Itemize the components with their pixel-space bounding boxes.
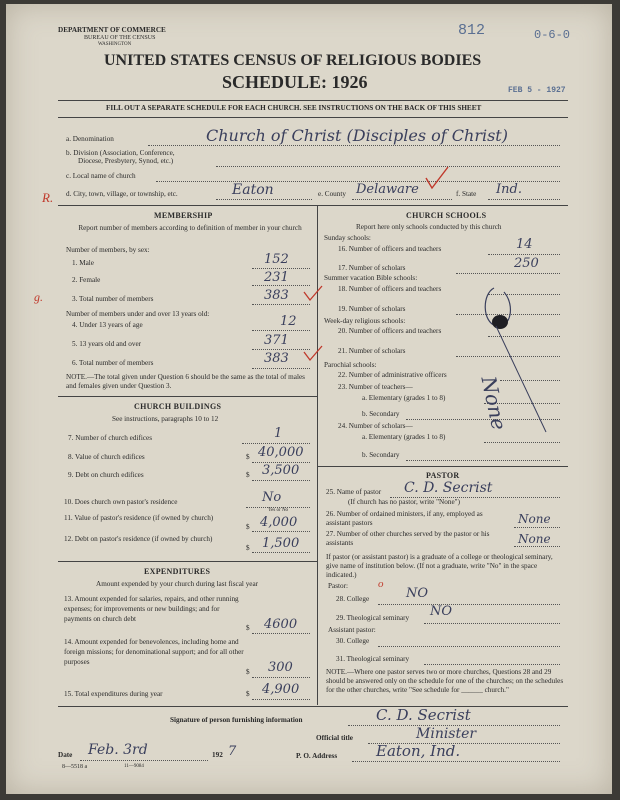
seminary-value[interactable]: NO	[430, 604, 453, 619]
college-value[interactable]: NO	[406, 586, 429, 601]
signature-label: Signature of person furnishing information	[170, 716, 303, 724]
red-pencil-mark: R.	[42, 190, 54, 205]
po-address-value[interactable]: Eaton, Ind.	[376, 742, 461, 760]
official-title-value[interactable]: Minister	[416, 726, 477, 742]
scholars-secondary-line	[406, 460, 560, 461]
sunday-scholars-value[interactable]: 250	[514, 256, 539, 271]
pastor-heading: PASTOR	[426, 471, 460, 480]
college-label: 28. College	[336, 595, 370, 603]
column-divider	[317, 205, 318, 705]
residence-debt-label: 12. Debt on pastor's residence (if owned by church)	[64, 535, 213, 543]
assistant-college-label: 30. College	[336, 637, 370, 645]
city-town-label: d. City, town, village, or township, etc.	[66, 190, 178, 198]
pastor-name-label: 25. Name of pastor	[326, 488, 382, 496]
other-churches-value[interactable]: None	[518, 532, 551, 546]
membership-intro: Report number of members according to definition of member in your church	[78, 224, 302, 232]
total-members-label: 3. Total number of members	[72, 295, 154, 303]
county-line	[352, 199, 452, 200]
parochial-admin-label: 22. Number of administrative officers	[338, 371, 447, 379]
running-expenses-label: 13. Amount expended for salaries, repairs, and other running expenses; for improvements or new buildings; and for payments on church debt	[64, 595, 239, 623]
under-13-label: 4. Under 13 years of age	[72, 321, 143, 329]
teachers-secondary-label: b. Secondary	[362, 410, 400, 418]
owns-residence-value[interactable]: No	[262, 490, 282, 505]
age-intro-label: Number of members under and over 13 years old:	[66, 310, 210, 318]
owns-residence-label: 10. Does church own pastor's residence	[64, 498, 178, 506]
red-check-icon	[422, 164, 452, 194]
assistant-seminary-label: 31. Theological seminary	[336, 655, 410, 663]
buildings-rule	[58, 396, 317, 397]
sunday-schools-label: Sunday schools:	[324, 234, 371, 242]
over-13-label: 5. 13 years old and over	[72, 340, 142, 348]
dollar-sign: $	[246, 624, 250, 632]
total-expenditures-line	[252, 699, 310, 700]
none-scribble-line	[476, 282, 566, 452]
total-members-line	[252, 304, 310, 305]
residence-debt-value[interactable]: 1,500	[262, 536, 300, 551]
year-suffix[interactable]: 7	[228, 744, 237, 759]
under-13-value[interactable]: 12	[280, 314, 297, 329]
edifice-value-value[interactable]: 40,000	[258, 445, 304, 460]
assistant-seminary-line	[424, 664, 560, 665]
state-value[interactable]: Ind.	[496, 182, 522, 197]
schools-intro: Report here only schools conducted by this church	[356, 223, 502, 231]
local-name-label: c. Local name of church	[66, 172, 136, 180]
residence-value-line	[252, 531, 310, 532]
city-town-line	[216, 199, 312, 200]
received-stamp: FEB 5 - 1927	[508, 86, 566, 95]
summer-scholars-label: 19. Number of scholars	[338, 305, 406, 313]
benevolences-label: 14. Amount expended for benevolences, including home and foreign missions; for denominational support; and for all other purposes	[64, 638, 244, 666]
county-value[interactable]: Delaware	[356, 182, 419, 197]
sunday-officers-label: 16. Number of officers and teachers	[338, 245, 442, 253]
stamp-code: 0-6-0	[534, 28, 571, 42]
header-rule-bottom	[58, 117, 568, 118]
pastor-name-hint: (If church has no pastor, write "None")	[348, 498, 460, 506]
separate-schedule-instruction: FILL OUT A SEPARATE SCHEDULE FOR EACH CHURCH. SEE INSTRUCTIONS ON THE BACK OF THIS SHEET	[106, 104, 482, 112]
pastor-rule	[317, 466, 568, 467]
church-edifices-label: 7. Number of church edifices	[68, 434, 153, 442]
parochial-teachers-label: 23. Number of teachers—	[338, 383, 413, 391]
bureau-label: BUREAU OF THE CENSUS	[84, 35, 156, 41]
church-edifices-value[interactable]: 1	[274, 426, 283, 441]
running-expenses-value[interactable]: 4600	[264, 617, 298, 632]
red-pencil-mark-2: g.	[34, 290, 43, 304]
total-expenditures-label: 15. Total expenditures during year	[64, 690, 163, 698]
red-pencil-mark-3: o	[378, 578, 384, 590]
other-churches-label: 27. Number of other churches served by the pastor or his assistants	[326, 530, 490, 547]
seminary-line	[424, 623, 560, 624]
red-check-icon	[302, 342, 324, 364]
total-members-age-label: 6. Total number of members	[72, 359, 154, 367]
year-prefix: 192	[212, 751, 223, 759]
division-line	[216, 166, 560, 167]
edifice-value-label: 8. Value of church edifices	[68, 453, 145, 461]
county-label: e. County	[318, 190, 346, 198]
date-label: Date	[58, 751, 73, 759]
college-line	[378, 604, 560, 605]
dollar-sign: $	[246, 453, 250, 461]
red-check-icon	[302, 282, 324, 304]
dollar-sign: $	[246, 523, 250, 531]
sunday-officers-value[interactable]: 14	[516, 237, 533, 252]
assistant-pastors-line	[514, 527, 560, 528]
dollar-sign: $	[246, 544, 250, 552]
division-label-2: Diocese, Presbytery, Synod, etc.)	[78, 157, 174, 165]
scholars-secondary-label: b. Secondary	[362, 451, 400, 459]
parochial-scholars-label: 24. Number of scholars—	[338, 422, 413, 430]
parochial-schools-label: Parochial schools:	[324, 361, 377, 369]
benevolences-line	[252, 677, 310, 678]
yes-no-hint: Yes or No	[268, 508, 289, 513]
graduate-note: If pastor (or assistant pastor) is a graduate of a college or theological seminary, give name of institution below. (If not a graduate, write "No" in the space indicated.)	[326, 553, 553, 579]
schedule-title: SCHEDULE: 1926	[222, 72, 368, 92]
membership-note: NOTE.—The total given under Question 6 should be the same as the total of males and females given under Question 3.	[66, 373, 305, 390]
over-13-value[interactable]: 371	[264, 333, 289, 348]
sunday-officers-line	[488, 254, 560, 255]
denomination-line	[148, 145, 560, 146]
edifice-debt-label: 9. Debt on church edifices	[68, 471, 144, 479]
summer-officers-label: 18. Number of officers and teachers	[338, 285, 442, 293]
total-members-value[interactable]: 383	[264, 288, 289, 303]
assistant-pastors-label: 26. Number of ordained ministers, if any, employed as assistant pastors	[326, 510, 483, 527]
print-code: 11—9084	[124, 764, 144, 769]
weekday-schools-label: Week-day religious schools:	[324, 317, 406, 325]
under-13-line	[252, 330, 310, 331]
stamp-number: 812	[458, 22, 486, 39]
expenditures-rule	[58, 561, 317, 562]
sunday-scholars-label: 17. Number of scholars	[338, 264, 406, 272]
summer-schools-label: Summer vacation Bible schools:	[324, 274, 418, 282]
po-address-line	[352, 761, 560, 762]
dollar-sign: $	[246, 690, 250, 698]
date-value[interactable]: Feb. 3rd	[88, 742, 148, 758]
assistant-pastors-value[interactable]: None	[518, 512, 551, 526]
footer-rule	[58, 706, 568, 707]
residence-value-label: 11. Value of pastor's residence (if owned by church)	[64, 514, 214, 522]
po-address-label: P. O. Address	[296, 752, 338, 760]
benevolences-value[interactable]: 300	[268, 660, 293, 675]
city-town-value[interactable]: Eaton	[232, 182, 274, 198]
state-line	[488, 199, 560, 200]
signature-value[interactable]: C. D. Secrist	[376, 706, 471, 724]
residence-debt-line	[252, 552, 310, 553]
department-label: DEPARTMENT OF COMMERCE	[58, 26, 166, 34]
none-handwritten-mark: None	[476, 374, 512, 433]
form-title: UNITED STATES CENSUS OF RELIGIOUS BODIES	[104, 52, 482, 69]
assistant-college-line	[378, 646, 560, 647]
members-by-sex-label: Number of members, by sex:	[66, 246, 150, 254]
edifice-debt-line	[252, 480, 310, 481]
weekday-scholars-label: 21. Number of scholars	[338, 347, 406, 355]
male-value[interactable]: 152	[264, 252, 289, 267]
total-expenditures-value[interactable]: 4,900	[262, 682, 300, 697]
seminary-label: 29. Theological seminary	[336, 614, 410, 622]
pastor-name-value[interactable]: C. D. Secrist	[404, 480, 493, 496]
buildings-heading: CHURCH BUILDINGS	[134, 402, 222, 411]
weekday-officers-label: 20. Number of officers and teachers	[338, 327, 442, 335]
buildings-intro: See instructions, paragraphs 10 to 12	[112, 415, 219, 423]
assistant-pastor-subheading: Assistant pastor:	[328, 626, 376, 634]
running-expenses-line	[252, 633, 310, 634]
dollar-sign: $	[246, 668, 250, 676]
sunday-scholars-line	[456, 273, 560, 274]
pastor-subheading: Pastor:	[328, 582, 348, 590]
columns-top-rule	[58, 205, 568, 206]
total-members-age-value[interactable]: 383	[264, 351, 289, 366]
division-label: b. Division (Association, Conference,	[66, 149, 175, 157]
city-label: WASHINGTON	[98, 42, 132, 47]
denomination-value[interactable]: Church of Christ (Disciples of Christ)	[206, 126, 508, 145]
expenditures-intro: Amount expended by your church during last fiscal year	[96, 580, 259, 588]
residence-value-value[interactable]: 4,000	[260, 515, 298, 530]
total-members-age-line	[252, 368, 310, 369]
male-line	[252, 268, 310, 269]
expenditures-heading: EXPENDITURES	[144, 567, 211, 576]
membership-heading: MEMBERSHIP	[154, 211, 213, 220]
other-churches-line	[514, 546, 560, 547]
church-edifices-line	[242, 443, 310, 444]
teachers-elementary-label: a. Elementary (grades 1 to 8)	[362, 394, 446, 402]
denomination-label: a. Denomination	[66, 135, 114, 143]
dollar-sign: $	[246, 471, 250, 479]
scholars-elementary-label: a. Elementary (grades 1 to 8)	[362, 433, 446, 441]
pastor-note: NOTE.—Where one pastor serves two or more churches, Questions 28 and 29 should be answered only on the schedule for one of the churches; on the schedules for the other churches, write "See schedule for ______ church."	[326, 668, 564, 694]
edifice-debt-value[interactable]: 3,500	[262, 463, 300, 478]
date-line	[80, 760, 208, 761]
form-code: 8—5518 a	[62, 764, 88, 770]
female-value[interactable]: 231	[264, 270, 289, 285]
male-label: 1. Male	[72, 259, 94, 267]
state-label: f. State	[456, 190, 477, 198]
header-rule-top	[58, 100, 568, 101]
official-title-label: Official title	[316, 734, 353, 742]
schools-heading: CHURCH SCHOOLS	[406, 211, 487, 220]
female-label: 2. Female	[72, 276, 101, 284]
census-schedule-sheet	[6, 4, 612, 794]
